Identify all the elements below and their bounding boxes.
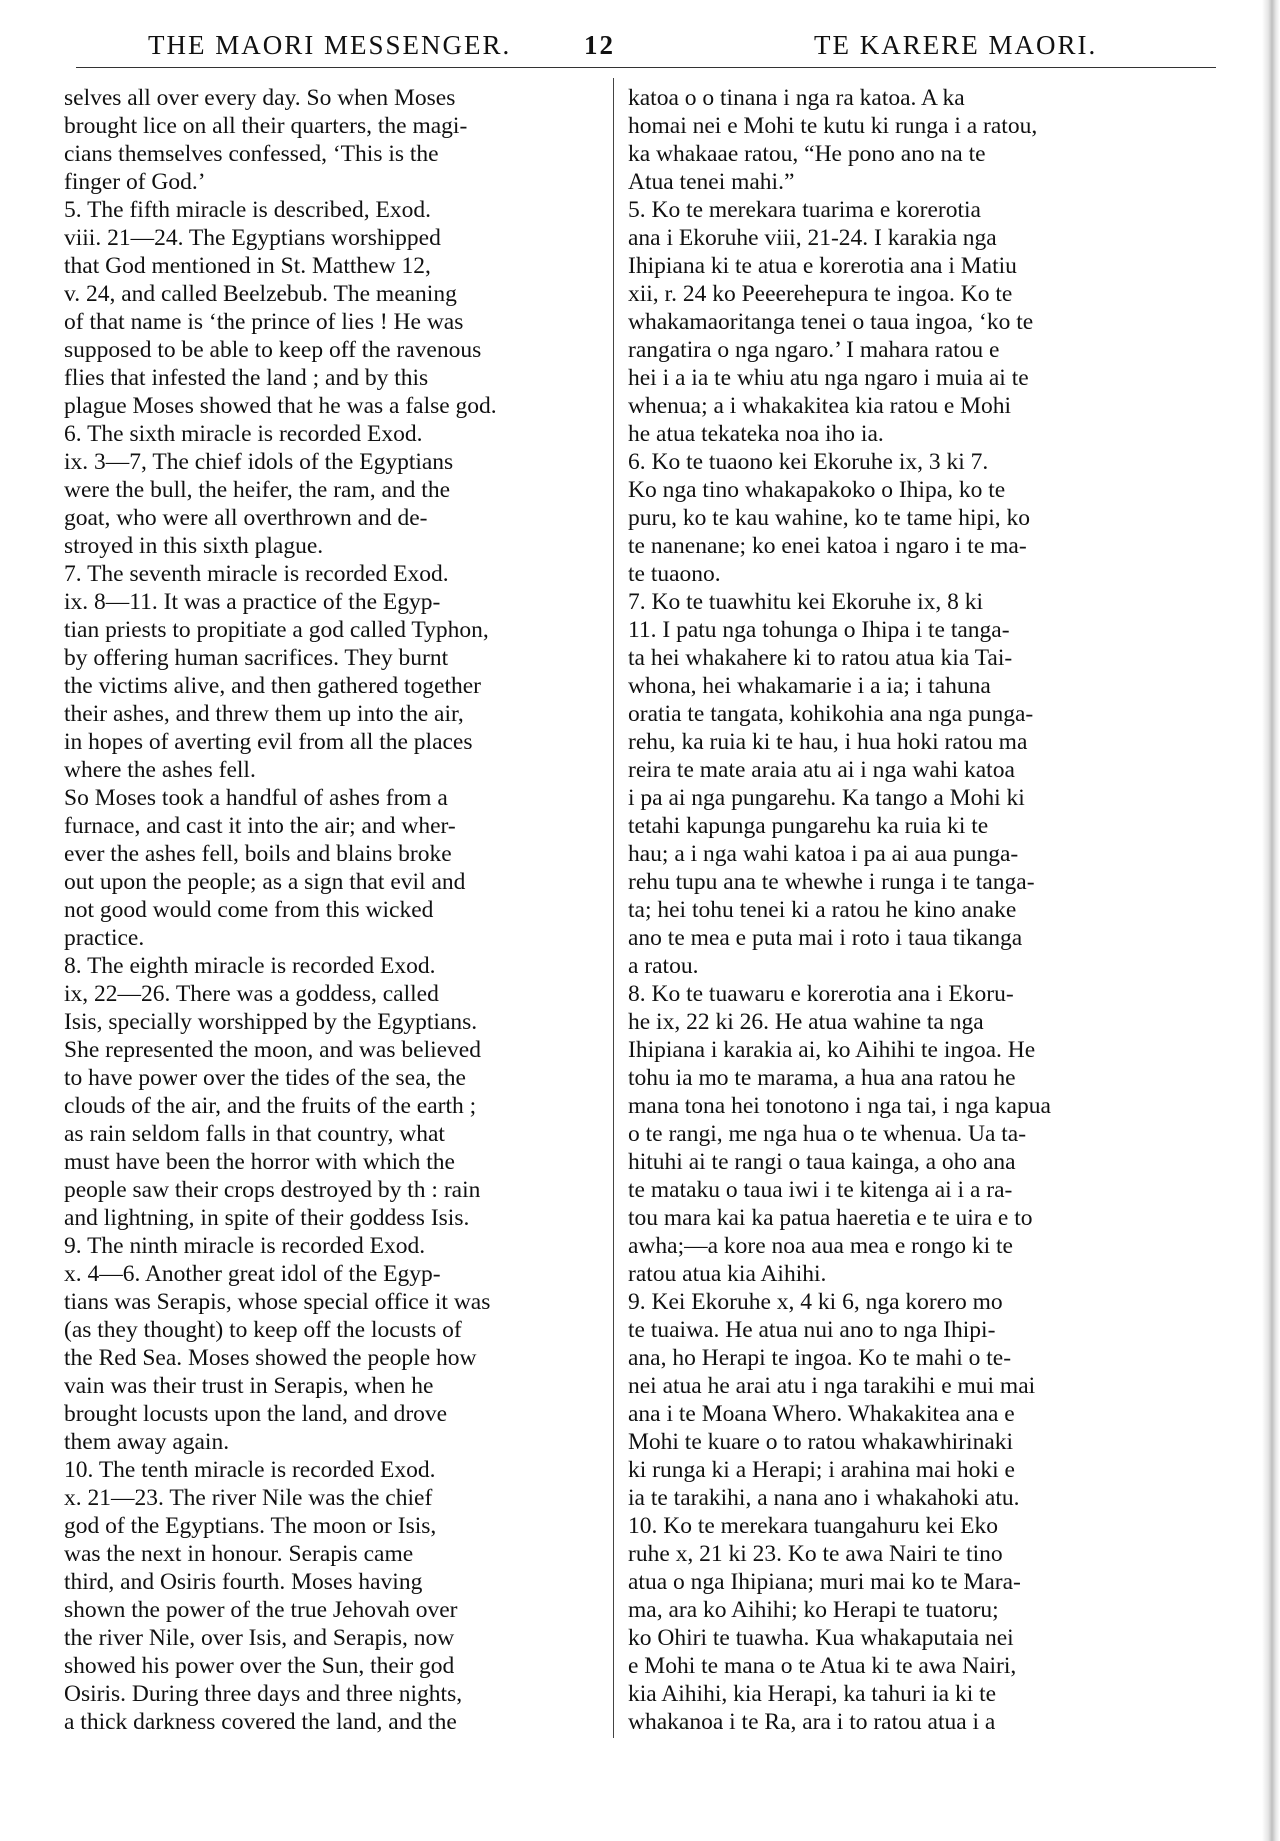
- maori-text-line: homai nei e Mohi te kutu ki runga i a ratou,: [628, 113, 1038, 139]
- maori-text-line: ma, ara ko Aihihi; ko Herapi te tuatoru;: [628, 1597, 999, 1623]
- english-text-line: of that name is ‘the prince of lies ! He was: [64, 309, 464, 335]
- english-text-line: x. 21—23. The river Nile was the chief: [64, 1485, 433, 1511]
- maori-text-line: hituhi ai te rangi o taua kainga, a oho ana: [628, 1149, 1016, 1175]
- page-header: [76, 24, 1206, 60]
- maori-text-line: 10. Ko te merekara tuangahuru kei Eko: [628, 1513, 998, 1539]
- maori-text-line: Mohi te kuare o to ratou whakawhirinaki: [628, 1429, 1014, 1455]
- english-text-line: to have power over the tides of the sea, the: [64, 1065, 466, 1091]
- maori-text-line: Atua tenei mahi.”: [628, 169, 795, 195]
- english-text-line: shown the power of the true Jehovah over: [64, 1597, 458, 1623]
- maori-text-line: tetahi kapunga pungarehu ka ruia ki te: [628, 813, 989, 839]
- maori-text-line: kia Aihihi, kia Herapi, ka tahuri ia ki te: [628, 1681, 997, 1707]
- english-text-line: v. 24, and called Beelzebub. The meaning: [64, 281, 457, 307]
- maori-text-line: Ihipiana i karakia ai, ko Aihihi te ingoa. He: [628, 1037, 1036, 1063]
- maori-text-line: ana i Ekoruhe viii, 21-24. I karakia nga: [628, 225, 997, 251]
- maori-text-line: hei i a ia te whiu atu nga ngaro i muia ai te: [628, 365, 1029, 391]
- english-text-line: flies that infested the land ; and by this: [64, 365, 429, 391]
- english-text-line: ix, 22—26. There was a goddess, called: [64, 981, 439, 1007]
- english-text-line: stroyed in this sixth plague.: [64, 533, 324, 559]
- maori-text-line: tou mara kai ka patua haeretia e te uira e to: [628, 1205, 1033, 1231]
- maori-text-line: te nanenane; ko enei katoa i ngaro i te ma-: [628, 533, 1027, 559]
- english-text-line: supposed to be able to keep off the ravenous: [64, 337, 482, 363]
- maori-text-line: nei atua he arai atu i nga tarakihi e mui mai: [628, 1373, 1036, 1399]
- maori-text-line: ano te mea e puta mai i roto i taua tikanga: [628, 925, 1023, 951]
- english-text-line: by offering human sacrifices. They burnt: [64, 645, 449, 671]
- maori-text-line: e Mohi te mana o te Atua ki te awa Nairi,: [628, 1653, 1017, 1679]
- english-text-line: third, and Osiris fourth. Moses having: [64, 1569, 423, 1595]
- english-text-line: clouds of the air, and the fruits of the earth ;: [64, 1093, 477, 1119]
- maori-text-line: mana tona hei tonotono i nga tai, i nga kapua: [628, 1093, 1051, 1119]
- english-text-line: finger of God.’: [64, 169, 206, 195]
- english-text-line: god of the Egyptians. The moon or Isis,: [64, 1513, 437, 1539]
- maori-text-line: ta hei whakahere ki to ratou atua kia Tai-: [628, 645, 1013, 671]
- english-text-line: plague Moses showed that he was a false god.: [64, 393, 497, 419]
- maori-text-line: he ix, 22 ki 26. He atua wahine ta nga: [628, 1009, 984, 1035]
- column-divider: [613, 78, 614, 1738]
- english-text-line: people saw their crops destroyed by th : rain: [64, 1177, 481, 1203]
- english-text-line: 8. The eighth miracle is recorded Exod.: [64, 953, 436, 979]
- maori-text-line: ka whakaae ratou, “He pono ano na te: [628, 141, 986, 167]
- english-text-line: brought locusts upon the land, and drove: [64, 1401, 448, 1427]
- maori-text-line: Ko nga tino whakapakoko o Ihipa, ko te: [628, 477, 1006, 503]
- maori-text-line: rehu tupu ana te whewhe i runga i te tanga-: [628, 869, 1035, 895]
- english-text-line: selves all over every day. So when Moses: [64, 85, 456, 111]
- maori-text-line: a ratou.: [628, 953, 699, 979]
- maori-text-line: ana i te Moana Whero. Whakakitea ana e: [628, 1401, 1015, 1427]
- english-text-line: ix. 8—11. It was a practice of the Egyp-: [64, 589, 441, 615]
- maori-text-line: whenua; a i whakakitea kia ratou e Mohi: [628, 393, 1012, 419]
- english-text-line: must have been the horror with which the: [64, 1149, 455, 1175]
- maori-text-line: ratou atua kia Aihihi.: [628, 1261, 827, 1287]
- english-text-line: tian priests to propitiate a god called Typhon,: [64, 617, 489, 643]
- maori-text-line: reira te mate araia atu ai i nga wahi katoa: [628, 757, 1015, 783]
- maori-text-line: te tuaono.: [628, 561, 721, 587]
- maori-text-line: whakanoa i te Ra, ara i to ratou atua i a: [628, 1709, 996, 1735]
- maori-text-line: Ihipiana ki te atua e korerotia ana i Matiu: [628, 253, 1017, 279]
- english-text-line: She represented the moon, and was believed: [64, 1037, 481, 1063]
- maori-text-line: he atua tekateka noa iho ia.: [628, 421, 884, 447]
- maori-text-line: oratia te tangata, kohikohia ana nga punga-: [628, 701, 1034, 727]
- english-text-line: furnace, and cast it into the air; and wher-: [64, 813, 456, 839]
- english-text-line: were the bull, the heifer, the ram, and the: [64, 477, 450, 503]
- maori-text-line: o te rangi, me nga hua o te whenua. Ua ta-: [628, 1121, 1027, 1147]
- english-text-line: showed his power over the Sun, their god: [64, 1653, 455, 1679]
- maori-text-line: ruhe x, 21 ki 23. Ko te awa Nairi te tino: [628, 1541, 1003, 1567]
- maori-text-line: rehu, ka ruia ki te hau, i hua hoki ratou ma: [628, 729, 1028, 755]
- english-text-line: where the ashes fell.: [64, 757, 256, 783]
- english-text-line: out upon the people; as a sign that evil and: [64, 869, 466, 895]
- maori-text-line: 6. Ko te tuaono kei Ekoruhe ix, 3 ki 7.: [628, 449, 989, 475]
- english-text-line: viii. 21—24. The Egyptians worshipped: [64, 225, 441, 251]
- maori-text-line: tohu ia mo te marama, a hua ana ratou he: [628, 1065, 1016, 1091]
- english-text-line: in hopes of averting evil from all the places: [64, 729, 473, 755]
- english-text-line: the Red Sea. Moses showed the people how: [64, 1345, 477, 1371]
- maori-text-line: 9. Kei Ekoruhe x, 4 ki 6, nga korero mo: [628, 1289, 1003, 1315]
- page-edge-shadow: [1262, 0, 1280, 1841]
- maori-text-line: rangatira o nga ngaro.’ I mahara ratou e: [628, 337, 1000, 363]
- maori-text-line: whakamaoritanga tenei o taua ingoa, ‘ko te: [628, 309, 1034, 335]
- english-text-line: brought lice on all their quarters, the magi-: [64, 113, 468, 139]
- maori-text-line: ana, ho Herapi te ingoa. Ko te mahi o te-: [628, 1345, 1012, 1371]
- english-text-line: x. 4—6. Another great idol of the Egyp-: [64, 1261, 441, 1287]
- english-text-line: 6. The sixth miracle is recorded Exod.: [64, 421, 423, 447]
- header-rule: [76, 67, 1216, 68]
- english-text-line: cians themselves confessed, ‘This is the: [64, 141, 439, 167]
- english-text-line: their ashes, and threw them up into the air,: [64, 701, 464, 727]
- maori-text-line: te mataku o taua iwi i te kitenga ai i a ra-: [628, 1177, 1013, 1203]
- english-text-line: ix. 3—7, The chief idols of the Egyptians: [64, 449, 454, 475]
- maori-text-line: ki runga ki a Herapi; i arahina mai hoki e: [628, 1457, 1015, 1483]
- english-text-line: tians was Serapis, whose special office it was: [64, 1289, 491, 1315]
- header-english-title: THE MAORI MESSENGER.: [148, 30, 512, 60]
- maori-text-line: 5. Ko te merekara tuarima e korerotia: [628, 197, 981, 223]
- maori-text-line: puru, ko te kau wahine, ko te tame hipi, ko: [628, 505, 1031, 531]
- maori-text-line: 8. Ko te tuawaru e korerotia ana i Ekoru-: [628, 981, 1014, 1007]
- english-text-line: the victims alive, and then gathered together: [64, 673, 481, 699]
- english-text-line: a thick darkness covered the land, and the: [64, 1709, 457, 1735]
- maori-text-line: xii, r. 24 ko Peeerehepura te ingoa. Ko te: [628, 281, 1013, 307]
- english-column: [64, 84, 604, 1736]
- maori-text-line: katoa o o tinana i nga ra katoa. A ka: [628, 85, 965, 111]
- english-text-line: the river Nile, over Isis, and Serapis, now: [64, 1625, 455, 1651]
- maori-text-line: i pa ai nga pungarehu. Ka tango a Mohi ki: [628, 785, 1025, 811]
- maori-text-line: 7. Ko te tuawhitu kei Ekoruhe ix, 8 ki: [628, 589, 984, 615]
- maori-text-line: ko Ohiri te tuawha. Kua whakaputaia nei: [628, 1625, 1014, 1651]
- maori-column: [628, 84, 1193, 1736]
- english-text-line: 9. The ninth miracle is recorded Exod.: [64, 1233, 426, 1259]
- maori-text-line: hau; a i nga wahi katoa i pa ai aua punga-: [628, 841, 1019, 867]
- maori-text-line: ia te tarakihi, a nana ano i whakahoki atu.: [628, 1485, 1020, 1511]
- maori-text-line: te tuaiwa. He atua nui ano to nga Ihipi-: [628, 1317, 996, 1343]
- english-text-line: 7. The seventh miracle is recorded Exod.: [64, 561, 449, 587]
- english-text-line: not good would come from this wicked: [64, 897, 434, 923]
- english-text-line: 10. The tenth miracle is recorded Exod.: [64, 1457, 436, 1483]
- maori-text-line: atua o nga Ihipiana; muri mai ko te Mara-: [628, 1569, 1021, 1595]
- english-text-line: (as they thought) to keep off the locusts of: [64, 1317, 462, 1343]
- english-text-line: 5. The fifth miracle is described, Exod.: [64, 197, 431, 223]
- english-text-line: ever the ashes fell, boils and blains broke: [64, 841, 452, 867]
- english-text-line: practice.: [64, 925, 145, 951]
- english-text-line: them away again.: [64, 1429, 230, 1455]
- maori-text-line: whona, hei whakamarie i a ia; i tahuna: [628, 673, 991, 699]
- english-text-line: as rain seldom falls in that country, what: [64, 1121, 445, 1147]
- english-text-line: that God mentioned in St. Matthew 12,: [64, 253, 431, 279]
- maori-text-line: awha;—a kore noa aua mea e rongo ki te: [628, 1233, 1013, 1259]
- english-text-line: vain was their trust in Serapis, when he: [64, 1373, 434, 1399]
- english-text-line: Osiris. During three days and three nights,: [64, 1681, 463, 1707]
- english-text-line: So Moses took a handful of ashes from a: [64, 785, 448, 811]
- english-text-line: Isis, specially worshipped by the Egyptians.: [64, 1009, 478, 1035]
- header-maori-title: TE KARERE MAORI.: [814, 30, 1098, 60]
- english-text-line: and lightning, in spite of their goddess Isis.: [64, 1205, 470, 1231]
- english-text-line: was the next in honour. Serapis came: [64, 1541, 414, 1567]
- maori-text-line: 11. I patu nga tohunga o Ihipa i te tanga-: [628, 617, 1010, 643]
- page-number: 12: [584, 30, 615, 60]
- english-text-line: goat, who were all overthrown and de-: [64, 505, 428, 531]
- maori-text-line: ta; hei tohu tenei ki a ratou he kino anake: [628, 897, 1017, 923]
